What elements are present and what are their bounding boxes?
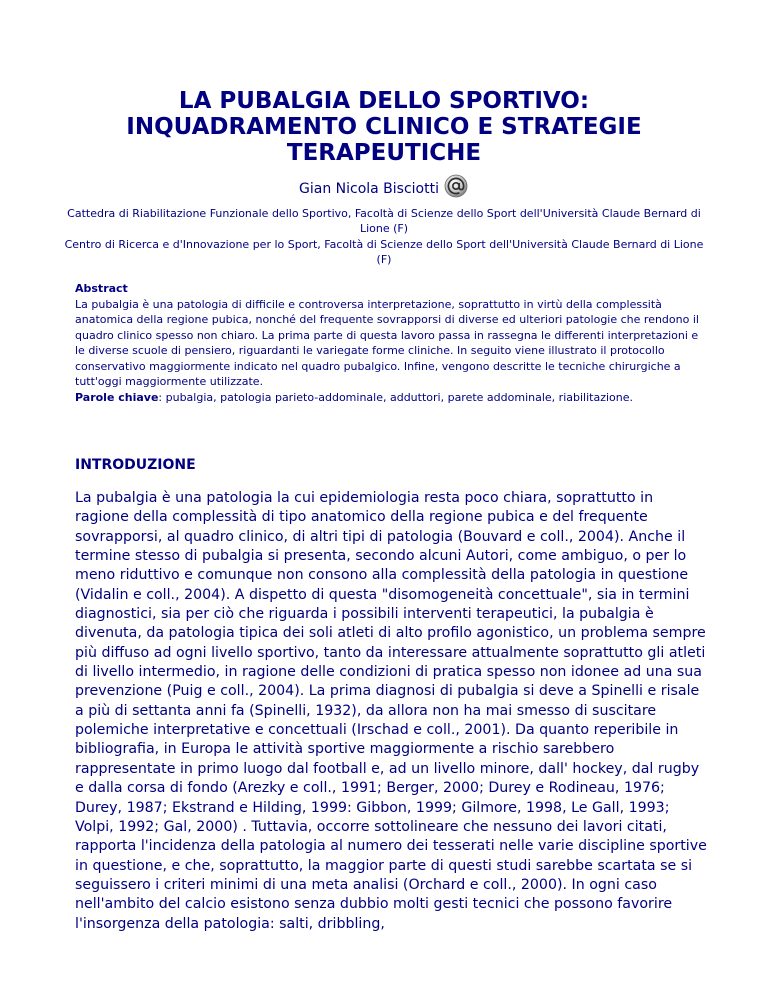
abstract-label: Abstract bbox=[75, 282, 128, 295]
keywords bbox=[75, 390, 705, 406]
author-line bbox=[0, 180, 768, 198]
document-title: LA PUBALGIA DELLO SPORTIVO: INQUADRAMENTO CLINICO E STRATEGIE TERAPEUTICHE bbox=[126, 88, 642, 166]
abstract-block bbox=[75, 281, 705, 405]
abstract-text: La pubalgia è una patologia di difficile e controversa interpretazione, soprattutto in virtù della complessità anatomica della regione pubica, nonché del frequente sovrapporsi di diverse ed ulteriori patologie che rendono il quadro clinico spesso non chiaro. La prima parte di questa lavoro passa in rassegna le differenti interpretazioni e le diverse scuole di pensiero, riguardanti le variegate forme cliniche. In seguito viene illustrato il protocollo conservativo maggiormente indicato nel quadro pubalgico. Infine, vengono descritte le tecniche chirurgiche a tutt'oggi maggiormente utilizzate. bbox=[75, 297, 699, 388]
affiliation-2: Centro di Ricerca e d'Innovazione per lo Sport, Facoltà di Scienze dello Sport dell'Università Claude Bernard di Lione (F) bbox=[64, 237, 704, 266]
introduction-paragraph: La pubalgia è una patologia la cui epidemiologia resta poco chiara, soprattutto in ragione della complessità di tipo anatomico della regione pubica e del frequente sovrapporsi, al quadro clinico, di altri tipi di patologia (Bouvard e coll., 2004). Anche il termine stesso di pubalgia si presenta, secondo alcuni Autori, come ambiguo, o per lo meno riduttivo e comunque non consono alla complessità della patologia in questione (Vidalin e coll., 2004). A dispetto di questa "disomogeneità concettuale", sia in termini diagnostici, sia per ciò che riguarda i possibili interventi terapeutici, la pubalgia è divenuta, da patologia tipica dei soli atleti di alto profilo agonistico, un problema sempre più diffuso ad ogni livello sportivo, tanto da interessare attualmente soprattutto gli atleti di livello intermedio, in ragione delle condizioni di pratica spesso non idonee ad una sua prevenzione (Puig e coll., 2004). La prima diagnosi di pubalgia si deve a Spinelli e risale a più di settanta anni fa (Spinelli, 1932), da allora non ha mai smesso di suscitare polemiche interpretative e concettuali (Irschad e coll., 2001). Da quanto reperibile in bibliografia, in Europa le attività sportive maggiormente a rischio sarebbero rappresentate in primo luogo dal football e, ad un livello minore, dall' hockey, dal rugby e dalla corsa di fondo (Arezky e coll., 1991; Berger, 2000; Durey e Rodineau, 1976; Durey, 1987; Ekstrand e Hilding, 1999: Gibbon, 1999; Gilmore, 1998, Le Gall, 1993; Volpi, 1992; Gal, 2000) . Tuttavia, occorre sottolineare che nessuno dei lavori citati, rapporta l'incidenza della patologia al numero dei tesserati nelle varie discipline sportive in questione, e che, soprattutto, la maggior parte di questi studi sarebbe scartata se si seguissero i criteri minimi di una meta analisi (Orchard e coll., 2000). In ogni caso nell'ambito del calcio esistono senza dubbio molti gesti tecnici che possono favorire l'insorgenza della patologia: salti, dribbling, bbox=[75, 490, 707, 932]
keywords-label: Parole chiave bbox=[75, 390, 159, 404]
author-name: Gian Nicola Bisciotti bbox=[299, 181, 439, 197]
email-at-icon[interactable] bbox=[443, 174, 469, 198]
affiliation-1: Cattedra di Riabilitazione Funzionale dello Sportivo, Facoltà di Scienze dello Sport dell'Università Claude Bernard di Lione (F) bbox=[67, 207, 701, 236]
affiliations bbox=[60, 206, 708, 267]
section-heading-introduzione: INTRODUZIONE bbox=[75, 457, 196, 473]
keywords-text: : pubalgia, patologia parieto-addominale, adduttori, parete addominale, riabilitazione. bbox=[158, 390, 633, 404]
